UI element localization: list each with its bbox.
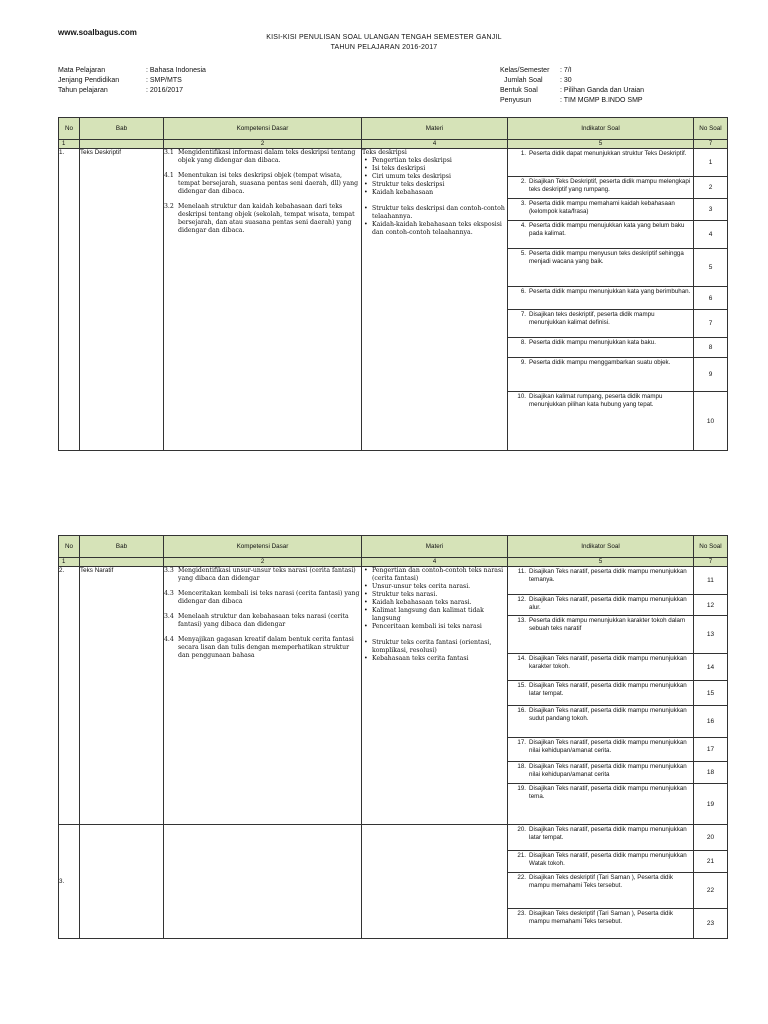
indikator-item xyxy=(508,784,693,824)
indikator-num: 7. xyxy=(520,311,526,318)
indikator-item xyxy=(508,392,693,450)
kd-text: Menceritakan kembali isi teks narasi (cerita fantasi) yang didengar dan dibaca xyxy=(178,590,360,605)
nosoal: 7 xyxy=(694,310,727,338)
indikator-text: Peserta didik mampu menujukkan kata yang belum baku pada kalimat. xyxy=(529,222,685,237)
indikator-item xyxy=(508,654,693,681)
kd-num: 4.4 xyxy=(164,636,174,643)
nosoal: 9 xyxy=(694,358,727,392)
header-num: 5 xyxy=(508,558,694,567)
header-no: No xyxy=(59,536,80,558)
indikator-item xyxy=(508,595,693,616)
indikator-num: 18. xyxy=(517,763,526,770)
indikator-text: Disajikan Teks deskriptif (Tari Saman ), Peserta didik mampu memahami Teks tersebut. xyxy=(529,874,673,889)
nosoal: 12 xyxy=(694,595,727,616)
header-num: 4 xyxy=(362,558,508,567)
nosoal: 19 xyxy=(706,800,715,808)
meta-value: : SMP/MTS xyxy=(146,77,182,84)
indikator-num: 21. xyxy=(517,852,526,859)
indikator-item xyxy=(508,149,693,177)
row-no: 2. xyxy=(59,567,80,825)
materi-title: Teks deskripsi xyxy=(362,149,407,156)
header-indikator: Indikator Soal xyxy=(508,118,694,140)
kd-num: 3.3 xyxy=(164,567,174,574)
nosoal: 21 xyxy=(694,851,727,873)
indikator-num: 11. xyxy=(517,568,526,575)
indikator-text: Disajikan Teks naratif, peserta didik mampu menunjukkan nilai kehidupan/amanat cerita. xyxy=(529,739,687,754)
kd-text: Menelaah struktur dan kebahasaan teks narasi (cerita fantasi) yang dibaca dan didengar xyxy=(178,613,349,628)
meta-value: : 30 xyxy=(560,77,572,84)
kd-item xyxy=(164,172,361,196)
header-indikator: Indikator Soal xyxy=(508,536,694,558)
kd-item xyxy=(164,590,361,606)
header-num xyxy=(80,558,164,567)
indikator-text: Peserta didik dapat menunjukkan struktur Teks Deskriptif. xyxy=(529,150,687,157)
indikator-text: Peserta didik mampu menunjukkan kata baku. xyxy=(529,339,656,346)
kd-item xyxy=(164,613,361,629)
nosoal: 18 xyxy=(694,762,727,784)
header-num: 7 xyxy=(694,558,728,567)
meta-label: Mata Pelajaran xyxy=(58,67,106,74)
nosoal: 15 xyxy=(694,681,727,706)
nosoal-cell xyxy=(694,149,728,451)
indikator-item xyxy=(508,567,693,595)
materi-item: • Struktur teks deskripsi xyxy=(362,181,507,189)
indikator-item xyxy=(508,738,693,762)
materi-cell-empty xyxy=(362,825,508,939)
nosoal: 8 xyxy=(694,338,727,358)
kd-item xyxy=(164,567,361,583)
row-no: 1. xyxy=(59,149,80,451)
nosoal: 5 xyxy=(694,249,727,287)
materi-cell xyxy=(362,567,508,825)
indikator-num: 2. xyxy=(520,178,526,185)
nosoal: 11 xyxy=(694,567,727,595)
indikator-num: 6. xyxy=(520,288,526,295)
materi-item: • Unsur-unsur teks cerita narasi. xyxy=(362,583,507,591)
header-materi: Materi xyxy=(362,118,508,140)
meta-label: Jumlah Soal xyxy=(504,77,543,84)
nosoal: 3 xyxy=(694,199,727,221)
indikator-num: 3. xyxy=(520,200,526,207)
indikator-item xyxy=(508,909,693,938)
meta-label: Bentuk Soal xyxy=(500,87,538,94)
kd-num: 3.4 xyxy=(164,613,174,620)
indikator-text: Disajikan Teks naratif, peserta didik mampu menunjukkan latar tempat. xyxy=(529,826,687,841)
indikator-item xyxy=(508,681,693,706)
indikator-num: 19. xyxy=(517,785,526,792)
indikator-item xyxy=(508,825,693,851)
indikator-num: 20. xyxy=(517,826,526,833)
indikator-cell xyxy=(508,825,694,939)
nosoal: 1 xyxy=(694,149,727,177)
row-bab-empty xyxy=(80,825,164,939)
indikator-num: 9. xyxy=(520,359,526,366)
kd-text: Menyajikan gagasan kreatif dalam bentuk cerita fantasi secara lisan dan tulis dengan memperhatikan struktur dan penggunaan bahasa xyxy=(178,636,354,659)
indikator-num: 17. xyxy=(517,739,526,746)
indikator-text: Disajikan kalimat rumpang, peserta didik mampu menunjukkan pilihan kata hubung yang tepat. xyxy=(529,393,663,408)
kd-num: 3.1 xyxy=(164,149,174,156)
site-url[interactable]: www.soalbagus.com xyxy=(58,28,137,37)
materi-item: • Pengertian dan contoh-contoh teks narasi (cerita fantasi) xyxy=(362,567,507,583)
indikator-text: Disajikan Teks naratif, peserta didik mampu menunjukkan latar tempat. xyxy=(529,682,687,697)
header-materi: Materi xyxy=(362,536,508,558)
row-bab: Teks Deskriptif xyxy=(80,149,164,451)
row-bab: Teks Naratif xyxy=(80,567,164,825)
indikator-num: 14. xyxy=(517,655,526,662)
nosoal: 10 xyxy=(706,417,715,425)
nosoal: 23 xyxy=(706,920,715,927)
nosoal: 16 xyxy=(694,706,727,738)
indikator-text: Disajikan Teks deskriptif (Tari Saman ), Peserta didik mampu memahami Teks tersebut. xyxy=(529,910,673,925)
indikator-num: 22. xyxy=(517,874,526,881)
meta-value: : 7/I xyxy=(560,67,572,74)
indikator-num: 1. xyxy=(520,150,526,157)
kd-cell xyxy=(164,149,362,451)
materi-item: • Struktur teks deskripsi dan contoh-contoh telaahannya. xyxy=(362,205,507,221)
materi-item: • Kaidah kebahasaan teks narasi. xyxy=(362,599,507,607)
indikator-item xyxy=(508,221,693,249)
header-bab: Bab xyxy=(80,536,164,558)
header-num: 1 xyxy=(59,558,80,567)
indikator-cell xyxy=(508,149,694,451)
meta-value: : Pilihan Ganda dan Uraian xyxy=(560,87,645,94)
indikator-item xyxy=(508,358,693,392)
indikator-text: Disajikan Teks naratif, peserta didik mampu menunjukkan temanya. xyxy=(529,568,687,583)
indikator-item xyxy=(508,287,693,310)
header-num: 7 xyxy=(694,140,728,149)
kd-item xyxy=(164,149,361,165)
nosoal: 13 xyxy=(694,616,727,654)
header-kd: Kompetensi Dasar xyxy=(164,118,362,140)
materi-cell xyxy=(362,149,508,451)
indikator-text: Disajikan Teks naratif, peserta didik mampu menunjukkan alur. xyxy=(529,596,687,611)
indikator-text: Disajikan teks deskriptif, peserta didik mampu menunjukkan kalimat definisi. xyxy=(529,311,655,326)
header-nosoal: No Soal xyxy=(694,536,728,558)
header-kd: Kompetensi Dasar xyxy=(164,536,362,558)
indikator-text: Peserta didik mampu menggambarkan suatu objek. xyxy=(529,359,671,366)
materi-item: • Kaidah kebahasaan xyxy=(362,189,507,197)
indikator-text: Peserta didik mampu menyusun teks deskriptif sehingga menjadi wacana yang baik. xyxy=(529,250,684,265)
meta-left xyxy=(58,66,206,96)
indikator-num: 5. xyxy=(520,250,526,257)
kd-num: 3.2 xyxy=(164,203,174,210)
header-num: 2 xyxy=(164,558,362,567)
indikator-num: 16. xyxy=(517,707,526,714)
kd-cell xyxy=(164,567,362,825)
nosoal: 14 xyxy=(694,654,727,681)
indikator-text: Disajikan Teks Deskriptif, peserta didik mampu melengkapi teks deskriptif yang rumpang. xyxy=(529,178,691,193)
kd-num: 4.3 xyxy=(164,590,174,597)
indikator-cell xyxy=(508,567,694,825)
meta-value: : 2016/2017 xyxy=(146,87,183,94)
header-no: No xyxy=(59,118,80,140)
meta-right xyxy=(500,66,644,106)
indikator-item xyxy=(508,616,693,654)
kd-item xyxy=(164,636,361,660)
indikator-num: 23. xyxy=(517,910,526,917)
indikator-text: Disajikan Teks naratif, peserta didik mampu menunjukkan nilai kehidupan/amanat cerita xyxy=(529,763,687,778)
indikator-num: 10. xyxy=(517,393,526,400)
indikator-item xyxy=(508,851,693,873)
header-num: 1 xyxy=(59,140,80,149)
nosoal-cell xyxy=(694,567,728,825)
kisi-table-1 xyxy=(58,117,728,451)
nosoal: 4 xyxy=(694,221,727,249)
indikator-item xyxy=(508,706,693,738)
header-num xyxy=(80,140,164,149)
materi-item: • Struktur teks cerita fantasi (orientasi, komplikasi, resolusi) xyxy=(362,639,507,655)
kd-cell-empty xyxy=(164,825,362,939)
indikator-item xyxy=(508,249,693,287)
indikator-text: Disajikan Teks naratif, peserta didik mampu menunjukkan Watak tokoh. xyxy=(529,852,687,867)
materi-item: • Kebahasaan teks cerita fantasi xyxy=(362,655,507,663)
indikator-num: 12. xyxy=(517,596,526,603)
indikator-text: Disajikan Teks naratif, peserta didik mampu menunjukkan karakter tokoh. xyxy=(529,655,687,670)
indikator-num: 13. xyxy=(517,617,526,624)
nosoal: 20 xyxy=(694,825,727,851)
indikator-item xyxy=(508,199,693,221)
indikator-item xyxy=(508,177,693,199)
kd-text: Mengidentifikasi informasi dalam teks deskripsi tentang objek yang didengar dan dibaca. xyxy=(178,149,356,164)
doc-title: KISI-KISI PENULISAN SOAL ULANGAN TENGAH SEMESTER GANJIL xyxy=(266,34,502,41)
nosoal: 22 xyxy=(694,873,727,909)
header-nosoal: No Soal xyxy=(694,118,728,140)
indikator-num: 15. xyxy=(517,682,526,689)
materi-item: • Penceritaan kembali isi teks narasi xyxy=(362,623,507,631)
meta-label: Kelas/Semester xyxy=(500,67,550,74)
kd-num: 4.1 xyxy=(164,172,174,179)
nosoal: 2 xyxy=(694,177,727,199)
header-bab: Bab xyxy=(80,118,164,140)
nosoal: 6 xyxy=(694,287,727,310)
indikator-item xyxy=(508,873,693,909)
header-num: 4 xyxy=(362,140,508,149)
kd-item xyxy=(164,203,361,235)
materi-item: • Ciri umum teks deskripsi xyxy=(362,173,507,181)
kd-text: Mengidentifikasi unsur-unsur teks narasi (cerita fantasi) yang dibaca dan didengar xyxy=(178,567,356,582)
indikator-text: Disajikan Teks naratif, peserta didik mampu menunjukkan sudut pandang tokoh. xyxy=(529,707,687,722)
meta-value: : TIM MGMP B.INDO SMP xyxy=(560,97,643,104)
indikator-text: Peserta didik mampu menunjukkan kata yang berimbuhan. xyxy=(529,288,691,295)
meta-label: Jenjang Pendidikan xyxy=(58,77,120,84)
materi-item: • Struktur teks narasi. xyxy=(362,591,507,599)
indikator-num: 8. xyxy=(520,339,526,346)
indikator-item xyxy=(508,338,693,358)
header-num: 5 xyxy=(508,140,694,149)
materi-item: • Kalimat langsung dan kalimat tidak langsung xyxy=(362,607,507,623)
indikator-item xyxy=(508,762,693,784)
row-no: 3. xyxy=(59,825,80,939)
meta-label: Tahun pelajaran xyxy=(58,87,108,94)
materi-item: • Pengertian teks deskripsi xyxy=(362,157,507,165)
indikator-text: Disajikan Teks naratif, peserta didik mampu menunjukkan tema. xyxy=(529,785,687,800)
nosoal-cell xyxy=(694,825,728,939)
kd-text: Menentukan isi teks deskripsi objek (tempat wisata, tempat bersejarah, suasana pentas seni daerah, dll) yang didengar dan dibaca. xyxy=(178,172,359,195)
doc-subtitle: TAHUN PELAJARAN 2016-2017 xyxy=(330,44,438,51)
kd-text: Menelaah struktur dan kaidah kebahasaan dari teks deskripsi tentang objek (sekolah, tempat wisata, tempat bersejarah, dan atau suasana pentas seni daerah) yang didengar dan dibaca. xyxy=(178,203,355,234)
kisi-table-2 xyxy=(58,535,728,939)
indikator-text: Peserta didik mampu menunjukkan karakter tokoh dalam sebuah teks naratif xyxy=(529,617,686,632)
header-num: 2 xyxy=(164,140,362,149)
indikator-item xyxy=(508,310,693,338)
materi-item: • Kaidah-kaidah kebahasaan teks eksposisi dan contoh-contoh telaahannya. xyxy=(362,221,507,237)
indikator-text: Peserta didik mampu memahami kaidah kebahasaan (kelompok kata/frasa) xyxy=(529,200,675,215)
meta-label: Penyusun xyxy=(500,97,532,104)
materi-item: • Isi teks deskripsi xyxy=(362,165,507,173)
nosoal: 17 xyxy=(694,738,727,762)
meta-value: : Bahasa Indonesia xyxy=(146,67,206,74)
indikator-num: 4. xyxy=(520,222,526,229)
